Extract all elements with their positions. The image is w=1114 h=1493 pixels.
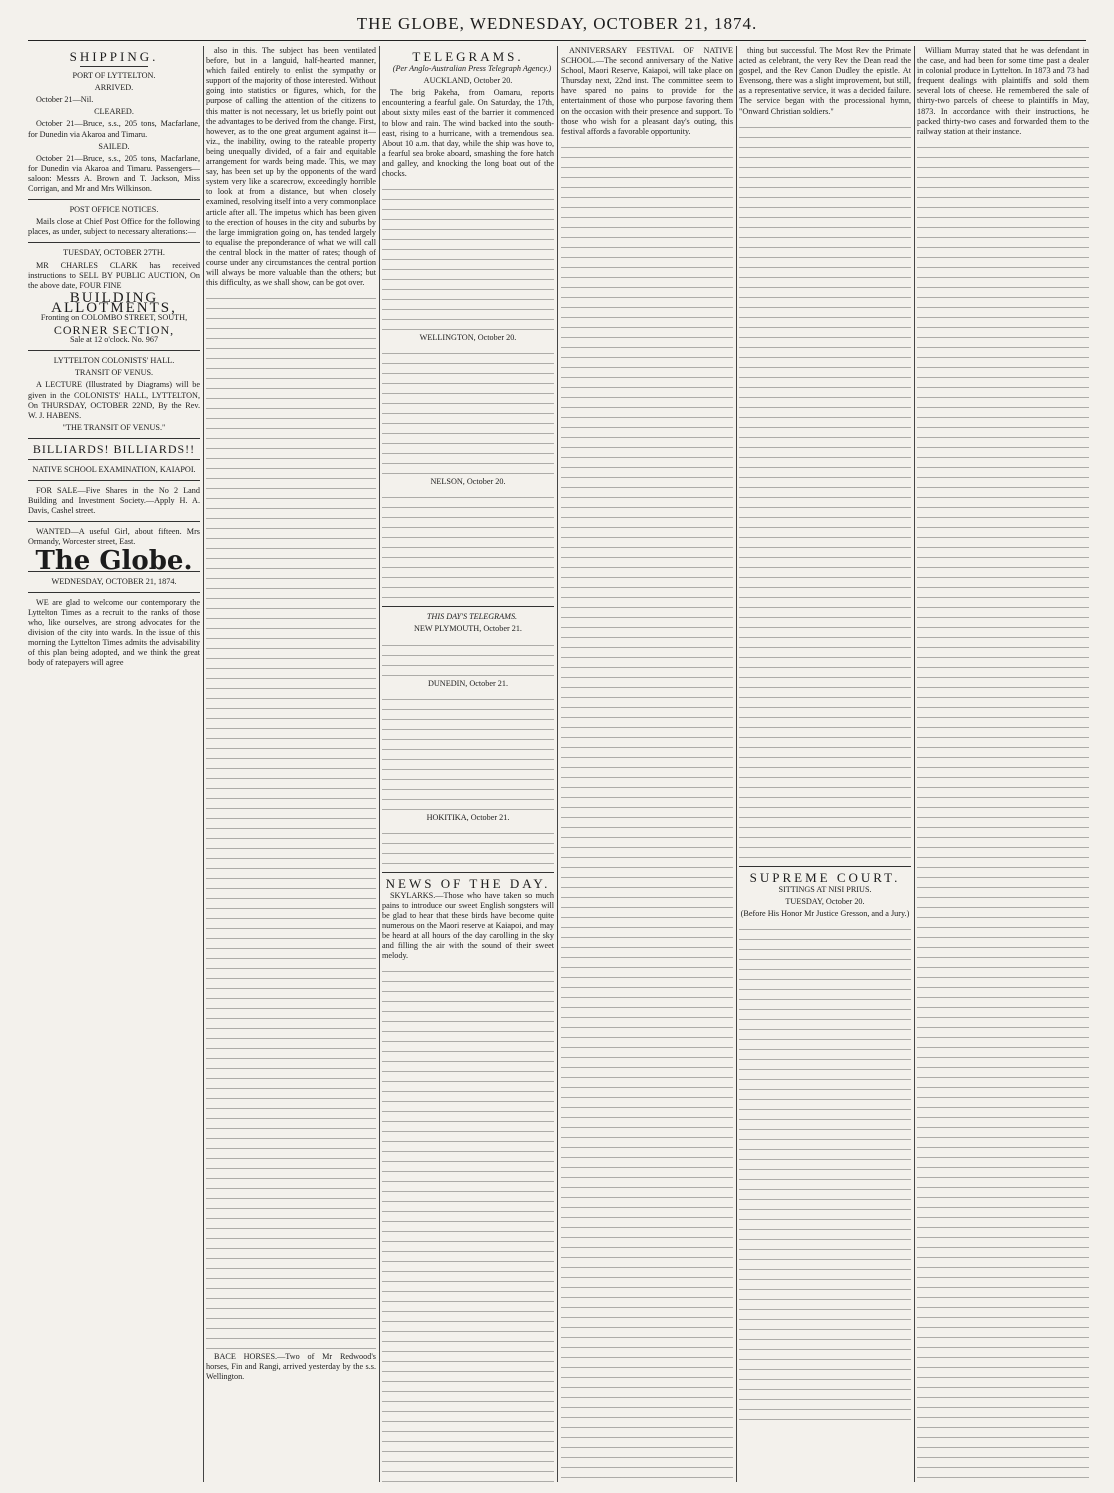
news-text <box>561 141 733 1482</box>
masthead-rule <box>28 40 1086 41</box>
arrived-text: October 21—Nil. <box>36 95 94 105</box>
billiards-heading: BILLIARDS! BILLIARDS!! <box>32 441 196 456</box>
port-heading: PORT OF LYTTELTON. <box>72 71 156 81</box>
column-6 <box>917 46 1089 1482</box>
issue-date: WEDNESDAY, OCTOBER 21, 1874. <box>51 576 177 586</box>
column-1 <box>28 46 200 1482</box>
column-rule <box>379 46 380 1482</box>
column-4 <box>561 46 733 1482</box>
post-office-text: Mails close at Chief Post Office for the following places, as under, subject to necessary alterations:— <box>28 217 200 237</box>
column-5 <box>739 46 911 1482</box>
wanted-ad: WANTED—A useful Girl, about fifteen. Mrs Ormandy, Worcester street, East. <box>28 527 200 547</box>
column-rule <box>914 46 915 1482</box>
telegram-text <box>382 347 554 477</box>
venus-heading: TRANSIT OF VENUS. <box>74 368 154 378</box>
court-testimony: William Murray stated that he was defendant in the case, and had been for some time past a dealer in colonial produce in Lyttelton. In 1873 and 73 had frequent dealings with plaintiffs and sold them several lots of cheese. He remembered the sale of thirty-two parcels of cheese to plaintiffs in May, 1873. In accordance with their instructions, he packed thirty-two cases and forwarded them to the railway station at their instance. <box>917 46 1089 136</box>
cleared-text: October 21—Bruce, s.s., 205 tons, Macfarlane, for Dunedin via Akaroa and Timaru. <box>28 119 200 139</box>
cleared-label: CLEARED. <box>94 107 134 117</box>
column-2 <box>206 46 376 1482</box>
news-heading: NEWS OF THE DAY. <box>385 875 551 891</box>
race-horses-note: BACE HORSES.—Two of Mr Redwood's horses, Fin and Rangi, arrived yesterday by the s.s. Wellington. <box>206 1352 376 1382</box>
column-rule <box>203 46 204 1482</box>
telegram-text <box>382 827 554 867</box>
globe-logo: The Globe. <box>35 545 193 576</box>
column-rule <box>557 46 558 1482</box>
arrived-label: ARRIVED. <box>94 83 134 93</box>
telegram-text <box>382 693 554 813</box>
telegram-text <box>382 491 554 601</box>
ward-article: also in this. The subject has been ventilated before, but in a languid, half-hearted manner, which failed entirely to enlist the sympathy or support of the majority of those interested. Without going into statistics or figures, which, for the purpose of calling the attention of the citizens to this matter is not necessary, let us briefly point out the advantages to be derived from the change. First, however, as to the one great argument against it—viz., the inability, owing to the rateable property being unequally divided, of a fair and equitable arrangement for wards being made. This, we may say, has been set up by the opponents of the ward system very like a scarecrow, exceedingly horrible to look at from a distance, but when closely examined, resolving itself into a very commonplace article after all. The impetus which has been given to the erection of houses in the city and suburbs by the large immigration going on, has tended largely to equalise the preponderance of what we will call the central block in the matter of rates; though of course under any circumstances the central portion will always be more valuable than the others; but this difficulty, as we shall show, can be got over. <box>206 46 376 288</box>
telegrams-heading: TELEGRAMS. <box>412 49 524 64</box>
church-item: thing but successful. The Most Rev the Primate acted as celebrant, the very Rev the Dean read the gospel, and the Rev Canon Dudley the epistle. At Evensong, there was a slight improvement, but still, as a representative service, it was a decided failure. The service began with the processional hymn, "Onward Christian soldiers." <box>739 46 911 116</box>
auction-text: MR CHARLES CLARK has received instructions to SELL BY PUBLIC AUCTION, On the above date, FOUR FINE <box>28 260 200 290</box>
lecture-subject: "THE TRANSIT OF VENUS." <box>62 422 166 432</box>
court-before: (Before His Honor Mr Justice Gresson, and a Jury.) <box>740 908 910 918</box>
shipping-heading: SHIPPING. <box>69 49 159 64</box>
telegram-text <box>382 183 554 333</box>
telegrams-source: (Per Anglo-Australian Press Telegraph Agency.) <box>392 64 552 74</box>
dateline-wellington: WELLINGTON, October 20. <box>419 333 517 343</box>
anniversary-item: ANNIVERSARY FESTIVAL OF NATIVE SCHOOL.—The second anniversary of the Native School, Maori Reserve, Kaiapoi, will take place on Thursday next, 22nd inst. The committee seem to have spared no pains to provide for the entertainment of those who purpose favoring them on the occasion with their presence and support. To those who wish for a pleasant day's outing, this festival affords a favorable opportunity. <box>561 46 733 136</box>
dateline-dunedin: DUNEDIN, October 21. <box>427 678 509 688</box>
building-allotments: BUILDING ALLOTMENTS, <box>51 289 177 316</box>
auction-date: TUESDAY, OCTOBER 27TH. <box>63 248 165 258</box>
column-rule <box>736 46 737 1482</box>
dateline-auckland: AUCKLAND, October 20. <box>423 76 513 86</box>
for-sale-ad: FOR SALE—Five Shares in the No 2 Land Building and Investment Society.—Apply H. A. Davis, Cashel street. <box>28 486 200 516</box>
sittings-heading: SITTINGS AT NISI PRIUS. <box>778 884 872 894</box>
native-school-heading: NATIVE SCHOOL EXAMINATION, KAIAPOI. <box>32 465 196 474</box>
post-office-heading: POST OFFICE NOTICES. <box>69 205 159 215</box>
sailed-label: SAILED. <box>98 141 130 151</box>
colombo-street: Fronting on COLOMBO STREET, SOUTH, <box>40 312 188 322</box>
dateline-hokitika: HOKITIKA, October 21. <box>426 812 510 822</box>
news-text <box>382 965 554 1482</box>
days-telegrams-heading: THIS DAY'S TELEGRAMS. <box>426 612 518 622</box>
court-text <box>739 923 911 1423</box>
news-text <box>739 121 911 861</box>
court-text <box>917 141 1089 1482</box>
court-date: TUESDAY, October 20. <box>785 896 865 906</box>
sale-time: Sale at 12 o'clock. No. 967 <box>69 335 159 345</box>
telegram-text <box>382 639 554 679</box>
article-continuation <box>206 292 376 1352</box>
lecture-text: A LECTURE (Illustrated by Diagrams) will be given in the COLONISTS' HALL, LYTTELTON, On THURSDAY, OCTOBER 22ND, By the Rev. W. J. HABENS. <box>28 380 200 420</box>
supreme-court-heading: SUPREME COURT. <box>749 869 901 885</box>
masthead: THE GLOBE, WEDNESDAY, OCTOBER 21, 1874. <box>356 14 758 33</box>
skylarks-item: SKYLARKS.—Those who have taken so much pains to introduce our sweet English songsters will be glad to hear that these birds have become quite numerous on the Maori reserve at Kaiapoi, and may be heard at all hours of the day carolling in the sky and filling the air with the sound of their sweet melody. <box>382 890 554 961</box>
colonists-hall: LYTTELTON COLONISTS' HALL. <box>53 356 175 366</box>
leader-article: WE are glad to welcome our contemporary the Lyttelton Times as a recruit to the ranks of those who, like ourselves, are strong advocates for the division of the city into wards. In the issue of this morning the Lyttelton Times admits the advisability of this plan being adopted, and we think the great body of ratepayers will agree <box>28 597 200 668</box>
sailed-text: October 21—Bruce, s.s., 205 tons, Macfarlane, for Dunedin via Akaroa and Timaru. Passengers—saloon: Messrs A. Brown and T. Jackson, Miss Corrigan, and Mr and Mrs Wilkinson. <box>28 153 200 194</box>
dateline-new-plymouth: NEW PLYMOUTH, October 21. <box>414 624 522 634</box>
corner-section: CORNER SECTION, <box>53 323 175 338</box>
dateline-nelson: NELSON, October 20. <box>430 477 506 487</box>
column-3 <box>382 46 554 1482</box>
auckland-telegram: The brig Pakeha, from Oamaru, reports encountering a fearful gale. On Saturday, the 17th, about sixty miles east of the barrier it commenced to blow and rain. The wind backed into the south-east, rising to a hurricane, with a tremendous sea. About 10 a.m. that day, while the ship was hove to, a fearful sea broke aboard, smashing the fore hatch and galley, and knocking the long boat out of the chocks. <box>382 88 554 179</box>
